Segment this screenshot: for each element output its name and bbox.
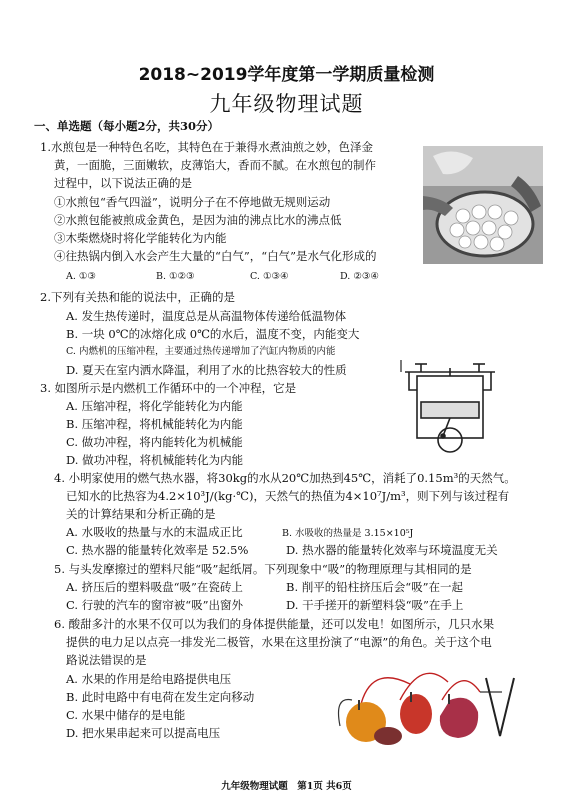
q3-option-d: D. 做功冲程，将机械能转化为内能: [66, 453, 244, 467]
q2-option-c: C. 内燃机的压缩冲程，主要通过热传递增加了汽缸内物质的内能: [66, 346, 336, 357]
q1-stem-line3: 过程中，以下说法正确的是: [54, 176, 192, 190]
q2-stem: 2.下列有关热和能的说法中，正确的是: [40, 290, 235, 304]
q1-stem-line1: 1.水煎包是一种特色名吃，其特色在于兼得水煮油煎之妙，色泽金: [40, 140, 373, 154]
q3-option-b: B. 压缩冲程，将机械能转化为内能: [66, 417, 243, 431]
q2-option-b: B. 一块 0℃的冰熔化成 0℃的水后，温度不变，内能变大: [66, 327, 360, 341]
q4-stem-line3: 关的计算结果和分析正确的是: [66, 507, 216, 521]
q6-option-d: D. 把水果串起来可以提高电压: [66, 726, 221, 740]
q3-stem: 3. 如图所示是内燃机工作循环中的一个冲程，它是: [40, 381, 297, 395]
exam-subtitle: 九年级物理试题: [209, 92, 364, 116]
q4-stem-line1: 4. 小明家使用的燃气热水器，将30kg的水从20℃加热到45℃，消耗了0.15m³的天然气。: [54, 471, 516, 485]
q6-stem-line3: 路说法错误的是: [66, 653, 147, 667]
q6-option-a: A. 水果的作用是给电路提供电压: [66, 672, 232, 686]
q3-option-a: A. 压缩冲程，将化学能转化为内能: [66, 399, 243, 413]
fried-bun-photo: [423, 146, 543, 264]
q6-option-c: C. 水果中储存的是电能: [66, 708, 186, 722]
q6-stem-line2: 提供的电力足以点亮一排发光二极管，水果在这里扮演了“电源”的角色。关于这个电: [66, 635, 492, 649]
q3-option-c: C. 做功冲程，将内能转化为机械能: [66, 435, 243, 449]
q4-stem-line2: 已知水的比热容为4.2×10³J/(kg·℃)，天然气的热值为4×10⁷J/m³，则下列与该过程有: [66, 489, 510, 503]
q6-option-b: B. 此时电路中有电荷在发生定向移动: [66, 690, 255, 704]
q5-option-b: B. 削平的铅柱挤压后会“吸”在一起: [286, 580, 464, 594]
engine-cylinder-diagram: [395, 360, 505, 456]
q1-statement-2: ②水煎包能被煎成金黄色，是因为油的沸点比水的沸点低: [54, 213, 342, 227]
q1-statement-1: ①水煎包“香气四溢”，说明分子在不停地做无规则运动: [54, 195, 331, 209]
q4-option-c: C. 热水器的能量转化效率是 52.5%: [66, 543, 249, 557]
q4-option-a: A. 水吸收的热量与水的末温成正比: [66, 525, 243, 539]
q1-option-a: A. ①③: [66, 271, 96, 282]
fruit-battery-photo: [330, 656, 520, 748]
q2-option-a: A. 发生热传递时，温度总是从高温物体传递给低温物体: [66, 309, 347, 323]
section-heading: 一、单选题（每小题2分，共30分）: [34, 119, 220, 133]
exam-title: 2018~2019学年度第一学期质量检测: [138, 65, 435, 85]
q6-stem-line1: 6. 酸甜多汁的水果不仅可以为我们的身体提供能量，还可以发电！如图所示，几只水果: [54, 617, 495, 631]
page-footer: 九年级物理试题 第1页 共6页: [221, 781, 352, 792]
q5-stem: 5. 与头发摩擦过的塑料尺能“吸”起纸屑。下列现象中“吸”的物理原理与其相同的是: [54, 562, 472, 576]
q1-stem-line2: 黄，一面脆，三面嫩软，皮薄馅大，香而不腻。在水煎包的制作: [54, 158, 376, 172]
q4-option-b: B. 水吸收的热量是 3.15×10⁵J: [282, 528, 414, 539]
q1-option-d: D. ②③④: [340, 271, 379, 282]
q5-option-c: C. 行驶的汽车的窗帘被“吸”出窗外: [66, 598, 243, 612]
q2-option-d: D. 夏天在室内洒水降温，利用了水的比热容较大的性质: [66, 363, 347, 377]
q1-option-c: C. ①③④: [250, 271, 289, 282]
q5-option-a: A. 挤压后的塑料吸盘“吸”在瓷砖上: [66, 580, 243, 594]
q1-statement-3: ③木柴燃烧时将化学能转化为内能: [54, 231, 227, 245]
q1-option-b: B. ①②③: [156, 271, 195, 282]
q5-option-d: D. 干手搓开的新塑料袋“吸”在手上: [286, 598, 464, 612]
q1-statement-4: ④往热锅内倒入水会产生大量的“白气”，“白气”是水气化形成的: [54, 249, 377, 263]
q4-option-d: D. 热水器的能量转化效率与环境温度无关: [286, 543, 498, 557]
